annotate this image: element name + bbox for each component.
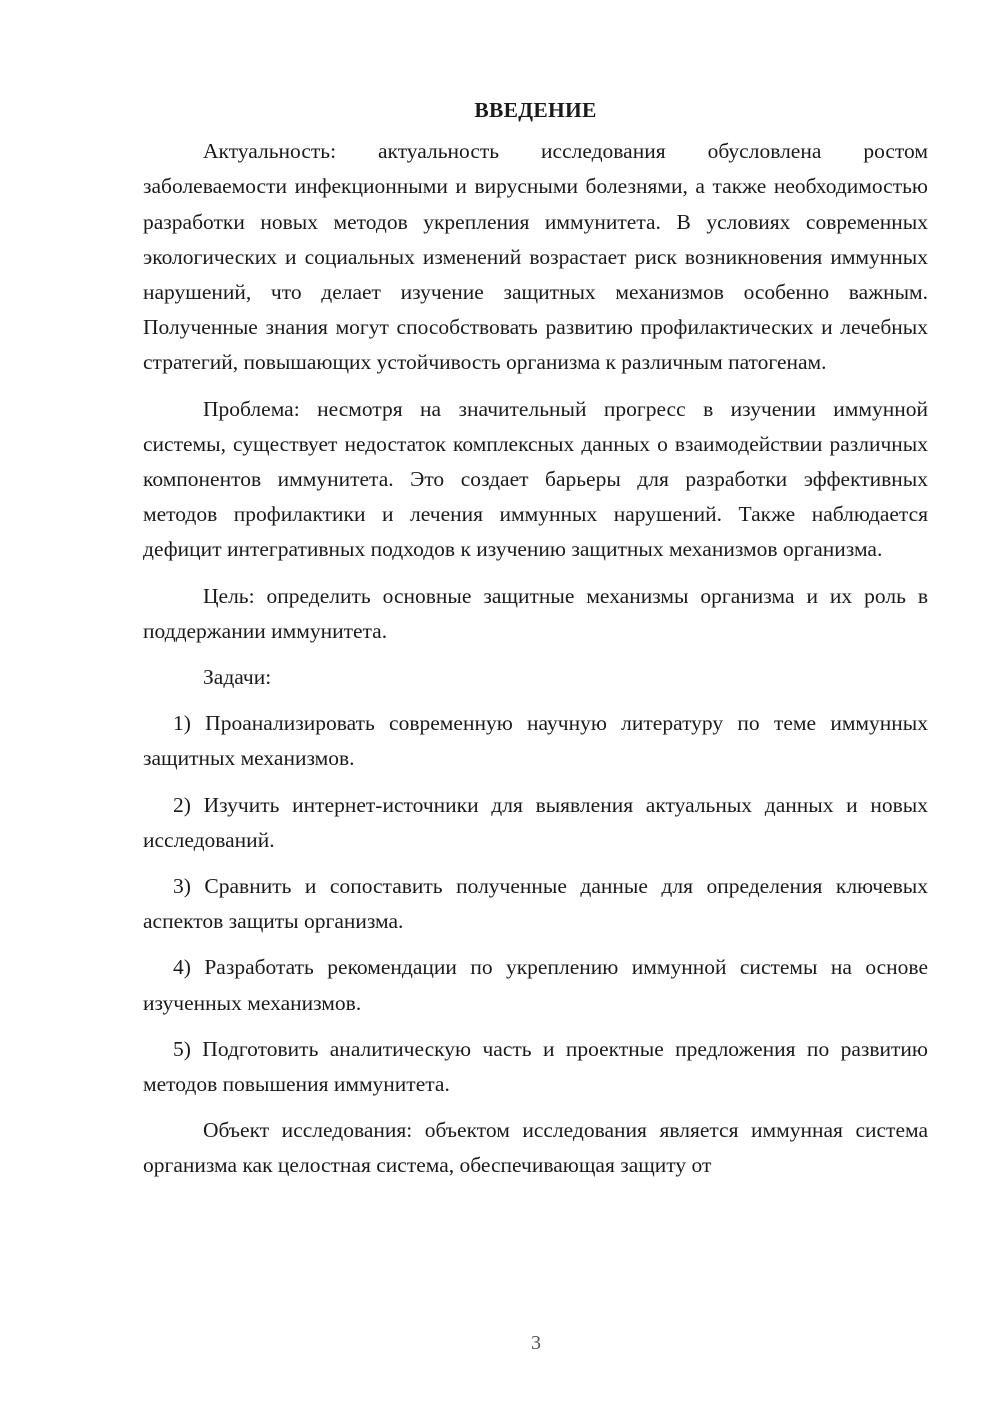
paragraph-problem: Проблема: несмотря на значительный прогресс в изучении иммунной системы, существует недостаток комплексных данных о взаимодействии различных компонентов иммунитета. Это создает барьеры для разработки эффективных методов профилактики и лечения иммунных нарушений. Также наблюдается дефицит интегративных подходов к изучению защитных механизмов организма. <box>143 396 928 562</box>
task-item: 1) Проанализировать современную научную литературу по теме иммунных защитных механизмов. <box>143 711 928 771</box>
task-item: 2) Изучить интернет-источники для выявления актуальных данных и новых исследований. <box>143 792 928 852</box>
page-body <box>143 93 928 1184</box>
tasks-list <box>143 706 928 1102</box>
task-item: 4) Разработать рекомендации по укреплению иммунной системы на основе изученных механизмов. <box>143 955 928 1015</box>
page-number: 3 <box>531 1332 541 1354</box>
task-item: 5) Подготовить аналитическую часть и проектные предложения по развитию методов повышения иммунитета. <box>143 1036 928 1097</box>
task-item: 3) Сравнить и сопоставить полученные данные для определения ключевых аспектов защиты организма. <box>143 874 928 934</box>
paragraph-object: Объект исследования: объектом исследования является иммунная система организма как целостная система, обеспечивающая защиту от <box>143 1118 928 1178</box>
paragraph-goal: Цель: определить основные защитные механизмы организма и их роль в поддержании иммунитета. <box>143 583 928 643</box>
section-heading: ВВЕДЕНИЕ <box>474 98 597 122</box>
tasks-heading: Задачи: <box>203 665 272 690</box>
paragraph-relevance: Актуальность: актуальность исследования обусловлена ростом заболеваемости инфекционными и вирусными болезнями, а также необходимостью разработки новых методов укрепления иммунитета. В условиях современных экологических и социальных изменений возрастает риск возникновения иммунных нарушений, что делает изучение защитных механизмов особенно важным. Полученные знания могут способствовать развитию профилактических и лечебных стратегий, повышающих устойчивость организма к различным патогенам. <box>143 139 928 375</box>
